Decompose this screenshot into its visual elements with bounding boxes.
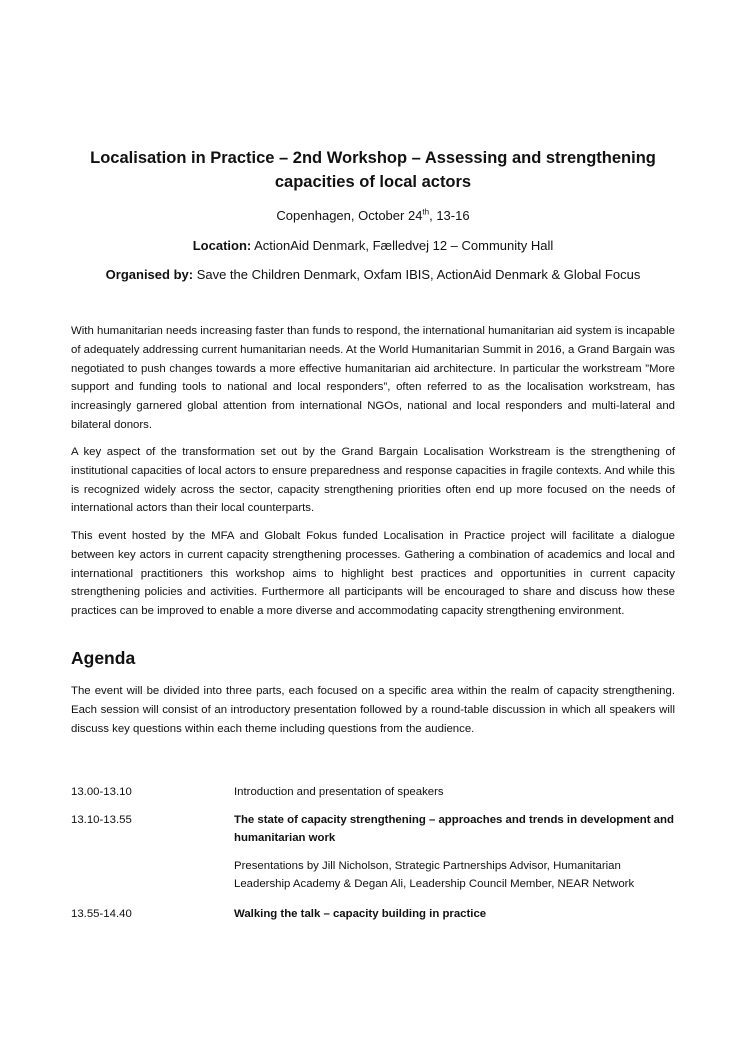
context-paragraph: A key aspect of the transformation set out by the Grand Bargain Localisation Workstream is the strengthening of institutional capacities of local actors to ensure preparedness and response capacities in fragile contexts. And while this is recognized widely across the sector, capacity strengthening priorities often end up more focused on the needs of international actors than their local counterparts.	[71, 446, 675, 515]
event-paragraph: This event hosted by the MFA and Globalt Fokus funded Localisation in Practice project will facilitate a dialogue between key actors in current capacity strengthening processes. Gathering a combination of academics and local and international practitioners this workshop aims to highlight best practices and opportunities in current capacity strengthening policies and activities. Furthermore all participants will be encouraged to share and discuss how these practices can be improved to enable a more diverse and accommodating capacity strengthening environment.	[71, 530, 675, 618]
agenda-time: 13.10-13.55	[71, 814, 132, 826]
location-value: ActionAid Denmark, Fælledvej 12 – Community Hall	[251, 238, 554, 253]
date-suffix: , 13-16	[429, 208, 470, 223]
organised-by-label: Organised by:	[105, 267, 194, 282]
agenda-intro: The event will be divided into three parts, each focused on a specific area within the realm of capacity strengthening. Each session will consist of an introductory presentation followed by a round-table discussion in which all speakers will discuss key questions within each theme including questions from the audience.	[71, 685, 675, 735]
agenda-time: 13.55-14.40	[71, 908, 132, 920]
date-prefix: Copenhagen, October 24	[276, 208, 423, 223]
location-label: Location:	[192, 238, 252, 253]
date-ordinal: th	[422, 207, 430, 217]
organised-by-line	[71, 267, 675, 283]
date-line	[71, 208, 675, 224]
organised-by-value: Save the Children Denmark, Oxfam IBIS, ActionAid Denmark & Global Focus	[193, 267, 641, 282]
agenda-heading: Agenda	[71, 648, 136, 668]
agenda-item: Presentations by Jill Nicholson, Strategic Partnerships Advisor, Humanitarian Leadership Academy & Degan Ali, Leadership Council Member, NEAR Network	[234, 860, 635, 890]
intro-paragraph: With humanitarian needs increasing faster than funds to respond, the international humanitarian aid system is incapable of adequately addressing current humanitarian needs. At the World Humanitarian Summit in 2016, a Grand Bargain was negotiated to push changes towards a more effective humanitarian aid architecture. In particular the workstream ”More support and funding tools to national and local responders”, often referred to as the localisation workstream, has increasingly garnered global attention from international NGOs, national and local responders and multi-lateral and bilateral donors.	[71, 325, 675, 431]
agenda-time: 13.00-13.10	[71, 786, 132, 798]
agenda-item: The state of capacity strengthening – approaches and trends in development and humanitarian work	[234, 814, 674, 844]
location-line	[71, 238, 675, 254]
agenda-item: Walking the talk – capacity building in practice	[234, 908, 487, 920]
agenda-item: Introduction and presentation of speakers	[234, 786, 444, 798]
document-title: Localisation in Practice – 2nd Workshop – Assessing and strengthening capacities of local actors	[90, 149, 656, 191]
